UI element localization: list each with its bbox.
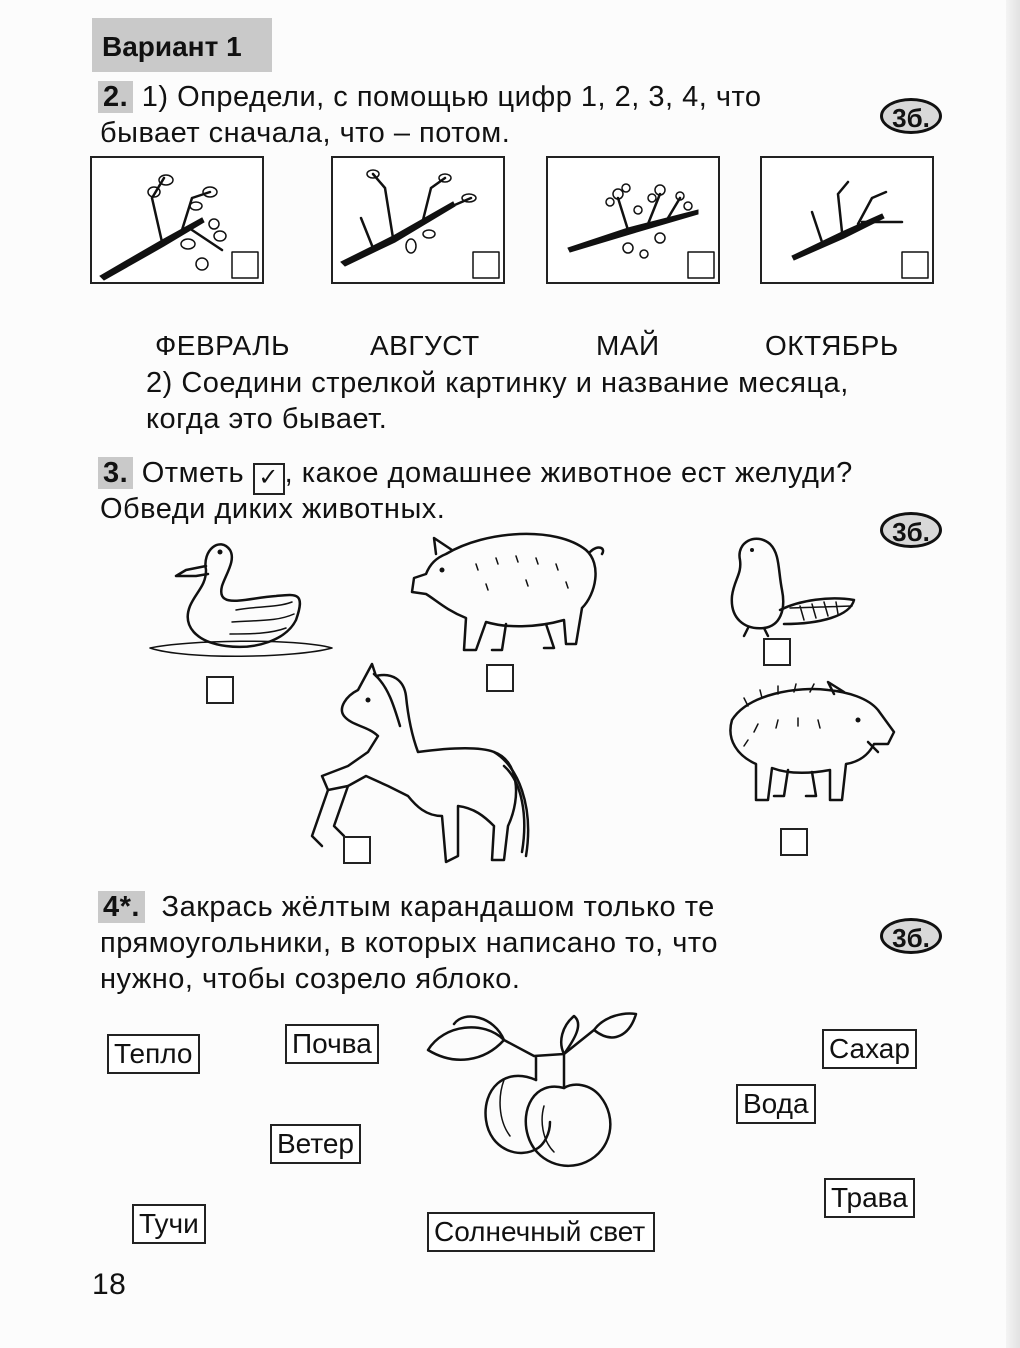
boar-checkbox[interactable]	[780, 828, 808, 856]
word-box-tuchi[interactable]: Тучи	[132, 1204, 206, 1244]
word-box-teplo[interactable]: Тепло	[107, 1034, 200, 1074]
task3-line2: Обведи диких животных.	[100, 493, 446, 525]
task4-score-badge: 3б.	[880, 918, 942, 954]
task2-sub2-line2: когда это бывает.	[146, 403, 388, 435]
task4-number: 4*.	[98, 891, 145, 923]
word-box-solnce[interactable]: Солнечный свет	[427, 1212, 655, 1252]
task2-number: 2.	[98, 81, 133, 113]
word-box-pochva[interactable]: Почва	[285, 1024, 379, 1064]
duck-icon	[146, 530, 336, 670]
task2-score-badge: 3б.	[880, 98, 942, 134]
word-box-trava[interactable]: Трава	[824, 1178, 915, 1218]
check-mark-box: ✓	[253, 463, 285, 495]
task4-text-1: Закрась жёлтым карандашом только те	[161, 891, 715, 923]
apples-icon	[424, 1010, 640, 1176]
task3-number: 3.	[98, 457, 133, 489]
variant-label: Вариант 1	[92, 18, 272, 72]
page-number: 18	[92, 1268, 127, 1301]
word-box-voda[interactable]: Вода	[736, 1084, 816, 1124]
month-august: АВГУСТ	[370, 330, 480, 361]
task3-line1	[98, 456, 853, 495]
beaver-checkbox[interactable]	[763, 638, 791, 666]
branch-picture-1	[90, 156, 264, 284]
word-box-veter[interactable]: Ветер	[270, 1124, 361, 1164]
pig-icon	[406, 524, 616, 664]
task2-text-1: 1) Определи, с помощью цифр 1, 2, 3, 4, что	[141, 81, 762, 113]
branch-picture-2	[331, 156, 505, 284]
task2-sub2-line1: 2) Соедини стрелкой картинку и название месяца,	[146, 367, 849, 399]
horse-checkbox[interactable]	[343, 836, 371, 864]
month-october: ОКТЯБРЬ	[765, 330, 899, 361]
task2-line2: бывает сначала, что – потом.	[100, 117, 511, 149]
branch-with-apples-icon	[92, 158, 262, 282]
task2-line1	[98, 80, 762, 114]
word-box-sahar[interactable]: Сахар	[822, 1029, 917, 1069]
task3-score-badge: 3б.	[880, 512, 942, 548]
beaver-icon	[720, 530, 860, 640]
branch-blossom-icon	[548, 158, 718, 282]
month-february: ФЕВРАЛЬ	[155, 330, 290, 361]
task3-text-a: Отметь	[141, 457, 245, 489]
bare-branch-icon	[762, 158, 932, 282]
month-may: МАЙ	[596, 330, 660, 361]
branch-picture-3	[546, 156, 720, 284]
wild-boar-icon	[718, 680, 898, 810]
duck-checkbox[interactable]	[206, 676, 234, 704]
branch-autumn-leaves-icon	[333, 158, 503, 282]
page-edge-shadow	[1006, 0, 1020, 1348]
task4-line3: нужно, чтобы созрело яблоко.	[100, 963, 521, 995]
task4-line1	[98, 890, 715, 924]
task4-line2: прямоугольники, в которых написано то, что	[100, 927, 718, 959]
branch-picture-4	[760, 156, 934, 284]
task3-text-b: , какое домашнее животное ест желуди?	[284, 457, 853, 489]
